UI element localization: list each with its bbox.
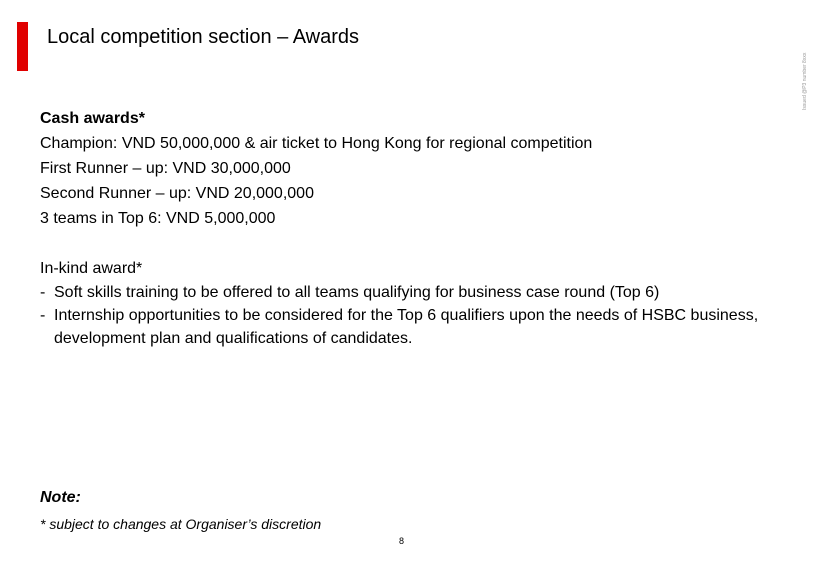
bullet-dash: - bbox=[40, 284, 46, 301]
section-spacer bbox=[40, 231, 800, 256]
slide-title: Local competition section – Awards bbox=[47, 26, 360, 48]
slide-content bbox=[40, 106, 800, 350]
cash-award-first-runner-up: First Runner – up: VND 30,000,000 bbox=[40, 160, 291, 177]
page-number: 8 bbox=[399, 536, 405, 546]
inkind-bullet-soft-skills bbox=[40, 281, 800, 304]
side-label: Issued @P3 number 8xxx bbox=[802, 52, 808, 110]
cash-award-champion: Champion: VND 50,000,000 & air ticket to Hong Kong for regional competition bbox=[40, 135, 593, 152]
note-text: * subject to changes at Organiser’s discretion bbox=[40, 516, 322, 532]
cash-award-second-runner-up: Second Runner – up: VND 20,000,000 bbox=[40, 185, 314, 202]
cash-award-top-6: 3 teams in Top 6: VND 5,000,000 bbox=[40, 210, 276, 227]
title-accent-bar bbox=[17, 22, 28, 71]
inkind-award-heading: In-kind award* bbox=[40, 260, 143, 277]
note-label: Note: bbox=[40, 489, 81, 506]
inkind-bullet-internship bbox=[40, 304, 800, 350]
bullet-text: Internship opportunities to be considered for the Top 6 qualifiers upon the needs of HSBC business, development plan and qualifications of candidates. bbox=[54, 307, 759, 347]
bullet-dash: - bbox=[40, 307, 46, 324]
side-label-container bbox=[800, 30, 812, 110]
cash-awards-heading: Cash awards* bbox=[40, 110, 145, 127]
bullet-text: Soft skills training to be offered to all teams qualifying for business case round (Top 6) bbox=[54, 284, 660, 301]
